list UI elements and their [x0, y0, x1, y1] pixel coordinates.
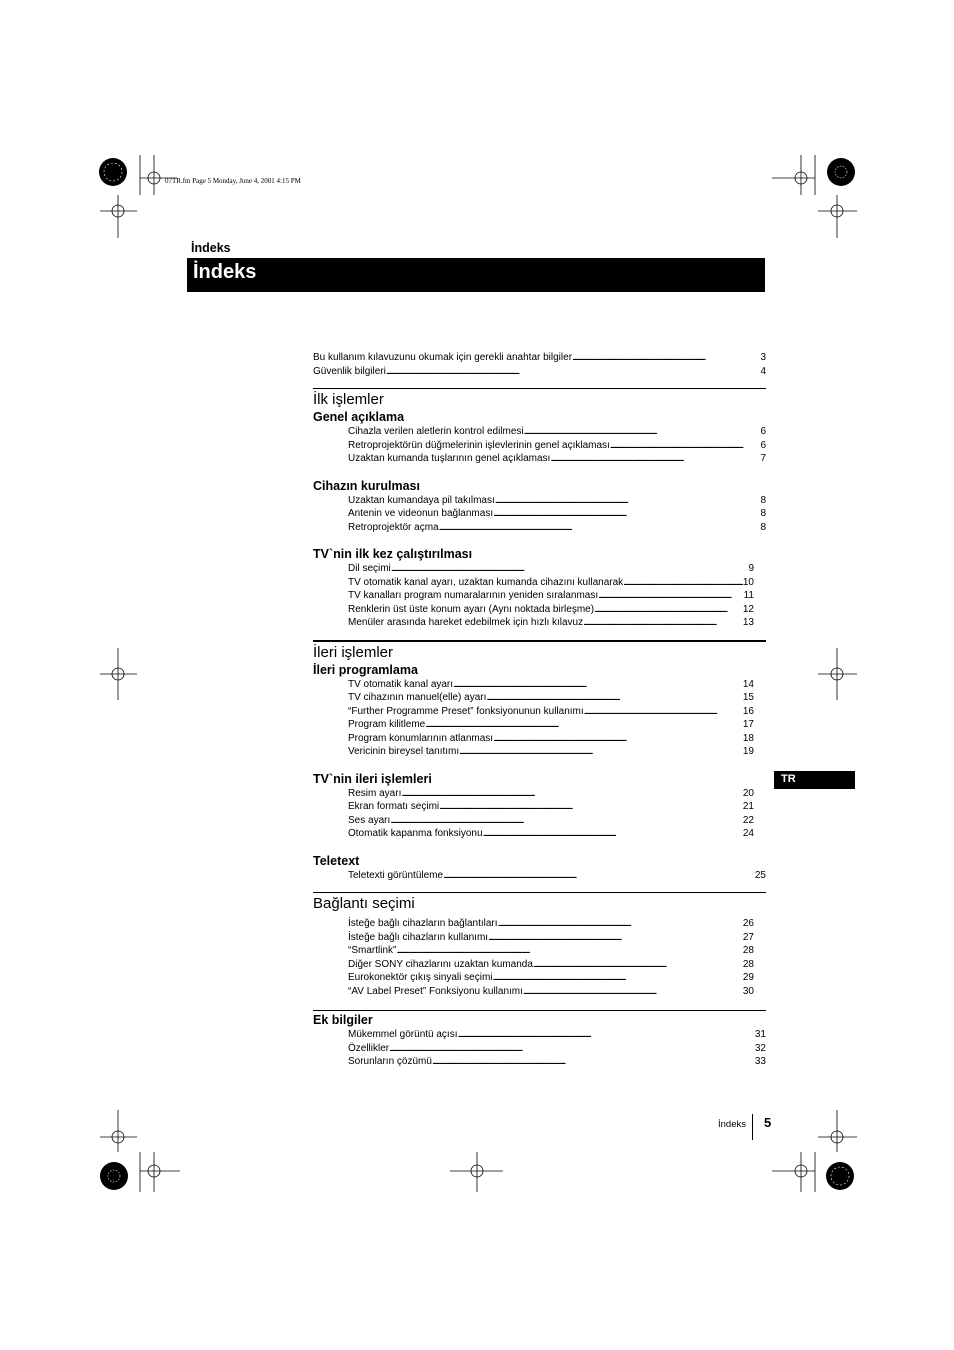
toc-entry[interactable]: “AV Label Preset” Fonksiyonu kullanımı . . . 30 [313, 985, 766, 999]
toc-entry[interactable]: Güvenlik bilgileri . . . 4 [313, 365, 766, 379]
section-title: İlk işlemler [313, 391, 384, 408]
section-ileri-islemler [313, 640, 766, 883]
toc-entry[interactable]: Ses ayarı . . . 22 [313, 814, 766, 828]
toc-entry[interactable]: “Smartlink” . . . 28 [313, 944, 766, 958]
toc-entry[interactable]: Diğer SONY cihazlarını uzaktan kumanda . . . 28 [313, 958, 766, 972]
toc-entry[interactable]: Retroprojektör açma . . . 8 [313, 521, 766, 535]
toc-entry[interactable]: TV kanalları program numaralarının yeniden sıralanması . . . 11 [313, 589, 766, 603]
toc-entry[interactable]: Dil seçimi . . . 9 [313, 562, 766, 576]
toc-entry[interactable]: Eurokonektör çıkış sinyali seçimi . . . 29 [313, 971, 766, 985]
toc-entry[interactable]: Uzaktan kumanda tuşlarının genel açıklaması . . . 7 [313, 452, 766, 466]
toc-entry[interactable]: Bu kullanım kılavuzunu okumak için gerekli anahtar bilgiler . . . 3 [313, 351, 766, 365]
toc-entry[interactable]: Ekran formatı seçimi . . . 21 [313, 800, 766, 814]
group-title: Ek bilgiler [313, 1013, 373, 1027]
section-ek-bilgiler [313, 1010, 766, 1069]
toc-entry[interactable]: TV cihazının manuel(elle) ayarı . . . 15 [313, 691, 766, 705]
toc-entry[interactable]: TV otomatik kanal ayarı, uzaktan kumanda cihazını kullanarak . . . 10 [313, 576, 766, 590]
toc-entry[interactable]: İsteğe bağlı cihazların kullanımı . . . 27 [313, 931, 766, 945]
group-title: İleri programlama [313, 662, 418, 677]
language-tab [774, 771, 855, 789]
group-title: Cihazın kurulması [313, 478, 420, 493]
toc-entry[interactable]: Cihazla verilen aletlerin kontrol edilmesi . . . 6 [313, 425, 766, 439]
toc-entry[interactable]: İsteğe bağlı cihazların bağlantıları . . . 26 [313, 917, 766, 931]
toc-entry[interactable]: Retroprojektörün düğmelerinin işlevlerinin genel açıklaması . . . 6 [313, 439, 766, 453]
group-title: TV`nin ileri işlemleri [313, 771, 432, 786]
section-ilk-islemler [313, 388, 766, 630]
group-title: TV`nin ilk kez çalıştırılması [313, 547, 473, 561]
toc-entry[interactable]: Özellikler . . . 32 [313, 1042, 766, 1056]
language-tab-label: TR [781, 773, 796, 785]
toc-entry[interactable]: Uzaktan kumandaya pil takılması . . . 8 [313, 494, 766, 508]
group-title: Teletext [313, 853, 360, 868]
toc-entry[interactable]: Renklerin üst üste konum ayarı (Aynı noktada birleşme) . . . 12 [313, 603, 766, 617]
toc-entry[interactable]: Vericinin bireysel tanıtımı . . . 19 [313, 745, 766, 759]
toc-entry[interactable]: Otomatik kapanma fonksiyonu . . . 24 [313, 827, 766, 841]
toc-entry[interactable]: TV otomatik kanal ayarı . . . 14 [313, 678, 766, 692]
toc-entry[interactable]: Mükemmel görüntü açısı . . . 31 [313, 1028, 766, 1042]
section-baglanti-secimi [313, 892, 766, 998]
section-title: İleri işlemler [313, 643, 394, 661]
toc-entry[interactable]: Sorunların çözümü . . . 33 [313, 1055, 766, 1069]
footer-label: İndeks [718, 1119, 746, 1130]
group-title: Genel açıklama [313, 410, 405, 424]
toc-entry[interactable]: Program konumlarının atlanması . . . 18 [313, 732, 766, 746]
page-number: 5 [764, 1115, 772, 1130]
title-bar [187, 258, 765, 292]
toc-entry[interactable]: Antenin ve videonun bağlanması . . . 8 [313, 507, 766, 521]
toc-entry[interactable]: Program kilitleme . . . 17 [313, 718, 766, 732]
page-title: İndeks [193, 261, 257, 283]
toc-entry[interactable]: “Further Programme Preset” fonksiyonunun kullanımı . . . 16 [313, 705, 766, 719]
breadcrumb: İndeks [191, 241, 231, 255]
toc-entry[interactable]: Teletexti görüntüleme . . . 25 [313, 869, 766, 883]
toc-entry[interactable]: Resim ayarı . . . 20 [313, 787, 766, 801]
table-of-contents [313, 351, 766, 1069]
file-info: 07TR.fm Page 5 Monday, June 4, 2001 4:15 PM [165, 177, 301, 185]
footer-divider [752, 1114, 753, 1140]
toc-entry[interactable]: Menüler arasında hareket edebilmek için hızlı kılavuz . . . 13 [313, 616, 766, 630]
section-title: Bağlantı seçimi [313, 895, 415, 912]
